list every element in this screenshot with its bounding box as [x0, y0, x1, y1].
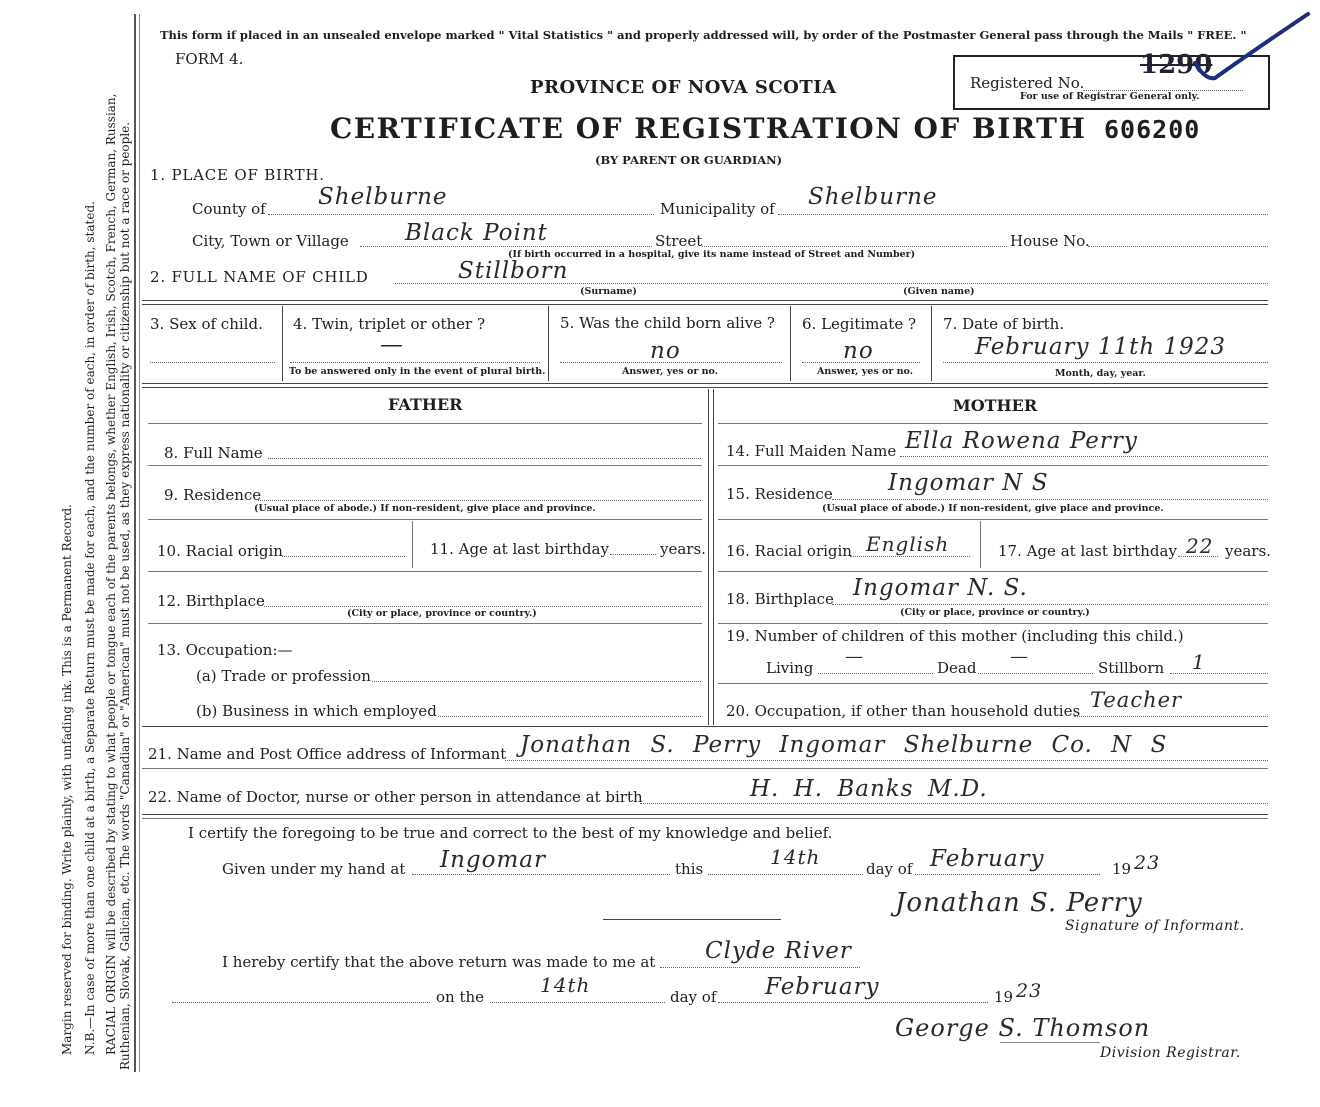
twin-label: 4. Twin, triplet or other ? — [293, 315, 485, 333]
legitimate-note: Answer, yes or no. — [817, 366, 914, 377]
registrar-year-prefix: 19 — [994, 988, 1014, 1006]
form-number: FORM 4. — [175, 50, 244, 68]
stillborn-value: 1 — [1192, 650, 1206, 674]
house-number-label: House No. — [1010, 232, 1090, 250]
mother-birthplace-value: Ingomar N. S. — [853, 575, 1028, 601]
date-of-birth-note: Month, day, year. — [1055, 368, 1146, 379]
certify-year-value: 23 — [1134, 852, 1161, 874]
father-birthplace-note: (City or place, province or country.) — [347, 608, 537, 619]
stillborn-label: Stillborn — [1098, 659, 1165, 677]
mother-occupation-label: 20. Occupation, if other than household duties — [726, 702, 1081, 720]
certificate-title: CERTIFICATE OF REGISTRATION OF BIRTH — [330, 112, 1087, 145]
born-alive-label: 5. Was the child born alive ? — [560, 314, 775, 332]
mother-occupation-value: Teacher — [1090, 688, 1183, 712]
born-alive-note: Answer, yes or no. — [622, 366, 719, 377]
mother-age-value: 22 — [1186, 534, 1214, 558]
mother-racial-value: English — [866, 532, 950, 556]
mother-children-label: 19. Number of children of this mother (including this child.) — [726, 627, 1184, 645]
certify-year-prefix: 19 — [1112, 860, 1132, 878]
mother-name-label: 14. Full Maiden Name — [726, 442, 897, 460]
province-heading: PROVINCE OF NOVA SCOTIA — [530, 77, 837, 98]
father-name-label: 8. Full Name — [164, 444, 263, 462]
registrar-day-value: 14th — [540, 973, 591, 997]
registrar-signature-label: Division Registrar. — [1100, 1045, 1241, 1061]
dead-label: Dead — [937, 659, 977, 677]
father-business-label: (b) Business in which employed — [196, 702, 437, 720]
margin-note-plural-birth: N.B.—In case of more than one child at a birth, a Separate Return must be made for each, and the number of each, in order of birth, stated. — [83, 201, 97, 1055]
legitimate-label: 6. Legitimate ? — [802, 315, 917, 333]
postal-notice: This form if placed in an unsealed envelope marked " Vital Statistics " and properly addressed will, by order of the Postmaster General pass through the Mails " FREE. " — [160, 28, 1247, 42]
certificate-subtitle: (BY PARENT OR GUARDIAN) — [595, 153, 783, 167]
mother-residence-value: Ingomar N S — [888, 470, 1049, 496]
county-value: Shelburne — [318, 184, 448, 210]
informant-signature-label: Signature of Informant. — [1065, 918, 1245, 934]
municipality-value: Shelburne — [808, 184, 938, 210]
registrar-month-value: February — [765, 974, 880, 1000]
registered-label: Registered No. — [970, 74, 1085, 92]
father-heading: FATHER — [388, 395, 463, 414]
doctor-value: H. H. Banks M.D. — [750, 776, 988, 802]
county-label: County of — [192, 200, 266, 218]
certify-month-value: February — [930, 846, 1045, 872]
municipality-label: Municipality of — [660, 200, 775, 218]
margin-note-racial-origin-cont: Ruthenian, Slovak, Galician, etc. The words "Canadian" or "American" must not be used, as they express nationality or citizenship but not a race or people. — [118, 121, 132, 1070]
living-label: Living — [766, 659, 814, 677]
registrar-signature: George S. Thomson — [895, 1014, 1151, 1042]
place-of-birth-heading: 1. PLACE OF BIRTH. — [150, 166, 325, 184]
surname-note: (Surname) — [580, 286, 637, 297]
street-label: Street — [655, 232, 703, 250]
registered-number: 1290 — [1140, 50, 1213, 80]
registered-note: For use of Registrar General only. — [1020, 91, 1200, 102]
father-residence-label: 9. Residence — [164, 486, 262, 504]
registrar-statement: I hereby certify that the above return was made to me at — [222, 953, 656, 971]
certify-statement: I certify the foregoing to be true and correct to the best of my knowledge and belief. — [188, 824, 833, 842]
binding-margin-line-2 — [139, 14, 140, 1072]
certify-day-value: 14th — [770, 845, 821, 869]
twin-value: — — [380, 332, 404, 358]
given-name-note: (Given name) — [903, 286, 975, 297]
mother-name-value: Ella Rowena Perry — [905, 428, 1138, 454]
mother-age-label: 17. Age at last birthday — [998, 542, 1177, 560]
mother-age-suffix: years. — [1225, 542, 1271, 560]
registrar-on-the-label: on the — [436, 988, 485, 1006]
mother-birthplace-label: 18. Birthplace — [726, 590, 834, 608]
sex-label: 3. Sex of child. — [150, 315, 263, 333]
mother-residence-note: (Usual place of abode.) If non-resident, give place and province. — [822, 503, 1164, 514]
born-alive-value: no — [650, 338, 681, 364]
father-racial-label: 10. Racial origin — [157, 542, 283, 560]
father-occupation-label: 13. Occupation:— — [157, 641, 293, 659]
mother-heading: MOTHER — [953, 396, 1038, 415]
registrar-day-of-label: day of — [670, 988, 717, 1006]
signature-line — [603, 919, 781, 920]
check-mark-icon — [1190, 8, 1315, 88]
registrar-place-value: Clyde River — [705, 938, 852, 964]
mother-residence-label: 15. Residence — [726, 485, 833, 503]
child-surname-value: Stillborn — [458, 258, 569, 284]
twin-note: To be answered only in the event of plural birth. — [289, 366, 546, 377]
doctor-label: 22. Name of Doctor, nurse or other person in attendance at birth — [148, 788, 643, 806]
mother-birthplace-note: (City or place, province or country.) — [900, 607, 1090, 618]
binding-margin-line — [134, 14, 136, 1072]
informant-signature: Jonathan S. Perry — [895, 888, 1143, 918]
margin-note-binding: Margin reserved for binding. Write plainly, with unfading ink. This is a Permanent Record. — [60, 504, 74, 1055]
living-value: — — [845, 646, 864, 667]
date-of-birth-label: 7. Date of birth. — [943, 315, 1065, 333]
mother-racial-label: 16. Racial origin — [726, 542, 852, 560]
registrar-year-value: 23 — [1016, 980, 1043, 1002]
legitimate-value: no — [843, 338, 874, 364]
father-trade-label: (a) Trade or profession — [196, 667, 371, 685]
certificate-number: 606200 — [1104, 115, 1201, 144]
city-label: City, Town or Village — [192, 232, 349, 250]
certify-day-of-label: day of — [866, 860, 913, 878]
informant-label: 21. Name and Post Office address of Informant — [148, 745, 507, 763]
dead-value: — — [1010, 646, 1029, 667]
child-name-label: 2. FULL NAME OF CHILD — [150, 268, 369, 286]
city-value: Black Point — [405, 220, 548, 246]
given-under-label: Given under my hand at — [222, 860, 406, 878]
father-residence-note: (Usual place of abode.) If non-resident, give place and province. — [254, 503, 596, 514]
margin-note-racial-origin: RACIAL ORIGIN will be described by stating to what people or tongue each of the parents belongs, whether English, Irish, Scotch, French, German, Russian, — [104, 93, 118, 1055]
father-age-suffix: years. — [660, 540, 706, 558]
this-label: this — [675, 860, 704, 878]
informant-value: Jonathan S. Perry Ingomar Shelburne Co. N S — [520, 732, 1168, 758]
date-of-birth-value: February 11th 1923 — [975, 334, 1227, 360]
father-age-label: 11. Age at last birthday — [430, 540, 609, 558]
given-place-value: Ingomar — [440, 847, 546, 873]
father-birthplace-label: 12. Birthplace — [157, 592, 265, 610]
hospital-note: (If birth occurred in a hospital, give its name instead of Street and Number) — [508, 249, 916, 260]
